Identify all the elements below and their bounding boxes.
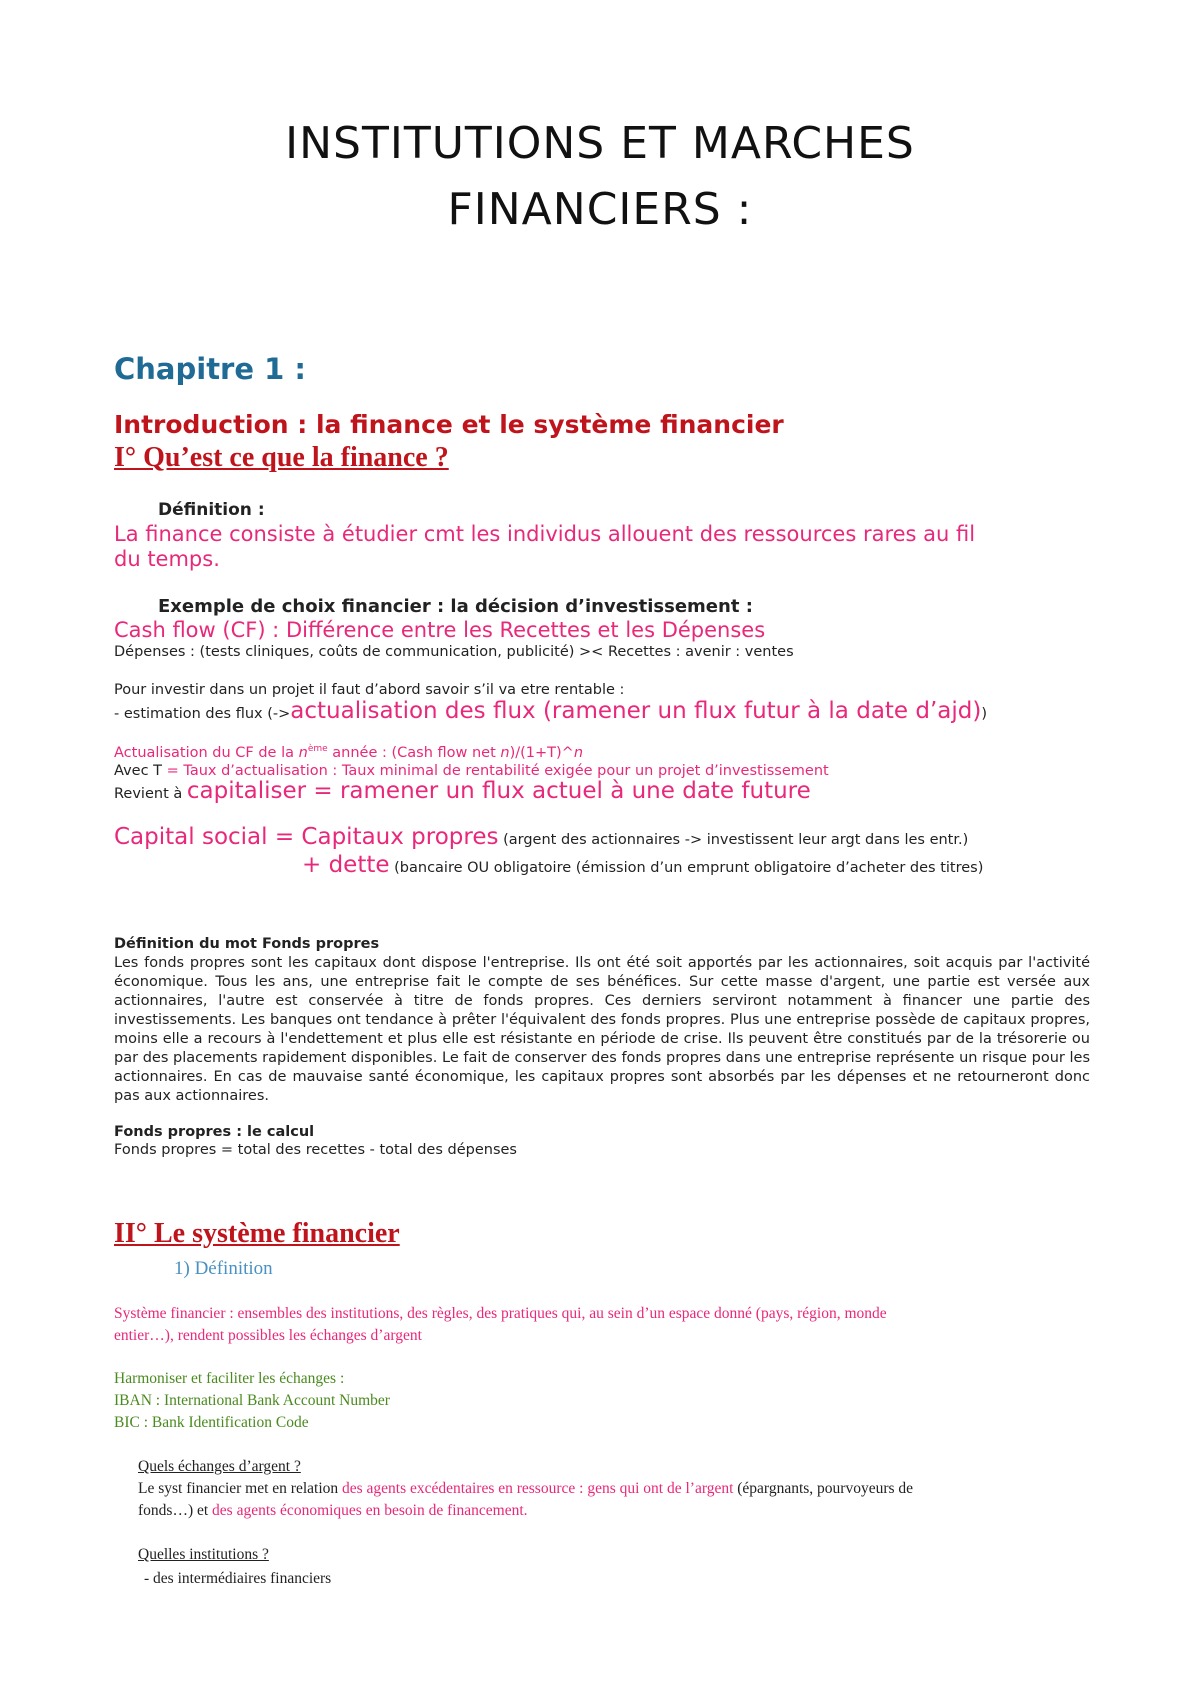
example-label: Exemple de choix financier : la décision d’investissement : [158,596,753,617]
estimation-highlight: actualisation des flux (ramener un flux futur à la date d’ajd) [290,698,982,724]
systeme-line1: Système financier : ensembles des institutions, des règles, des pratiques qui, au sein d’un espace donné (pays, région, monde [114,1305,887,1322]
relation-line2 [138,1502,528,1520]
capital-highlight: Capital social = Capitaux propres [114,824,499,850]
question-institutions: Quelles institutions ? [138,1546,269,1563]
relation-part-e: des agents économiques en besoin de financement. [212,1502,528,1519]
relation-line1 [138,1480,913,1498]
intro-heading: Introduction : la finance et le système financier [114,410,784,439]
definition-text-line1: La finance consiste à étudier cmt les individus allouent des ressources rares au fil [114,522,976,546]
actualisation-n2: n [500,744,510,761]
doc-title-line1: INSTITUTIONS ET MARCHES [285,118,915,169]
bic-line: BIC : Bank Identification Code [114,1414,309,1431]
estimation-line [114,698,987,724]
actualisation-part-b: année : (Cash flow net [327,744,501,761]
revient-highlight: capitaliser = ramener un flux actuel à une date future [186,778,811,804]
actualisation-line [114,744,583,761]
relation-part-d: fonds…) et [138,1502,213,1519]
section2-heading: II° Le système financier [114,1218,400,1249]
doc-title-line2: FINANCIERS : [447,184,753,235]
calcul-label: Fonds propres : le calcul [114,1124,315,1140]
cashflow-line: Cash flow (CF) : Différence entre les Recettes et les Dépenses [114,618,766,642]
estimation-prefix: - estimation des flux (-> [114,706,291,722]
avec-prefix: Avec T [114,763,167,779]
relation-part-c: (épargnants, pourvoyeurs de [733,1480,914,1497]
depenses-line: Dépenses : (tests cliniques, coûts de communication, publicité) >< Recettes : avenir : ventes [114,644,794,660]
section2-subheading: 1) Définition [174,1258,273,1279]
invest-line: Pour investir dans un projet il faut d’abord savoir s’il va etre rentable : [114,682,625,698]
harmoniser-line: Harmoniser et faciliter les échanges : [114,1370,345,1387]
actualisation-n3: n [573,744,584,761]
actualisation-n: n [298,744,308,761]
actualisation-part-a: Actualisation du CF de la [114,744,299,761]
fonds-def-label: Définition du mot Fonds propres [114,936,380,952]
revient-prefix: Revient à [114,786,187,802]
actualisation-part-c: )/(1+T)^ [509,744,574,761]
definition-text-line2: du temps. [114,547,220,571]
section1-heading: I° Qu’est ce que la finance ? [114,442,449,473]
relation-part-a: Le syst financier met en relation [138,1480,343,1497]
question-echanges: Quels échanges d’argent ? [138,1458,301,1475]
systeme-line2: entier…), rendent possibles les échanges d’argent [114,1327,422,1344]
dette-note: (bancaire OU obligatoire (émission d’un emprunt obligatoire d’acheter des titres) [389,860,984,876]
capital-line [114,824,968,850]
revient-line [114,778,811,804]
avec-text: = Taux d’actualisation : Taux minimal de rentabilité exigée pour un projet d’investissement [166,763,829,779]
calcul-text: Fonds propres = total des recettes - total des dépenses [114,1142,517,1158]
chapter-heading: Chapitre 1 : [114,352,306,386]
definition-label: Définition : [158,500,265,520]
avec-line [114,763,829,779]
fonds-def-paragraph: Les fonds propres sont les capitaux dont dispose l'entreprise. Ils ont été soit apportés par les actionnaires, soit acquis par l'activité économique. Tous les ans, une entreprise fait le compte de ses bénéfices. Sur cette masse d'argent, une partie est versée aux actionnaires, l'autre est conservée à titre de fonds propres. Ces derniers serviront notamment à financer une partie des investissements. Les banques ont tendance à prêter l'équivalent des fonds propres. Plus une entreprise possède de capitaux propres, moins elle a recours à l'endettement et plus elle est résistante en période de crise. Ils peuvent être constitués par de la trésorerie ou par des placements rapidement disponibles. Le fait de conserver des fonds propres dans une entreprise représente un risque pour les actionnaires. En cas de mauvaise santé économique, les capitaux propres sont absorbés par les dépenses et ne retourneront donc pas aux actionnaires. [114,955,1090,1104]
relation-part-b: des agents excédentaires en ressource : gens qui ont de l’argent [342,1480,734,1497]
estimation-suffix: ) [981,706,988,722]
iban-line: IBAN : International Bank Account Number [114,1392,390,1409]
bullet-intermediaires: - des intermédiaires financiers [144,1570,332,1587]
actualisation-sup: ème [307,744,328,754]
dette-line [302,852,983,878]
dette-highlight: + dette [302,852,390,878]
capital-note: (argent des actionnaires -> investissent leur argt dans les entr.) [498,832,969,848]
